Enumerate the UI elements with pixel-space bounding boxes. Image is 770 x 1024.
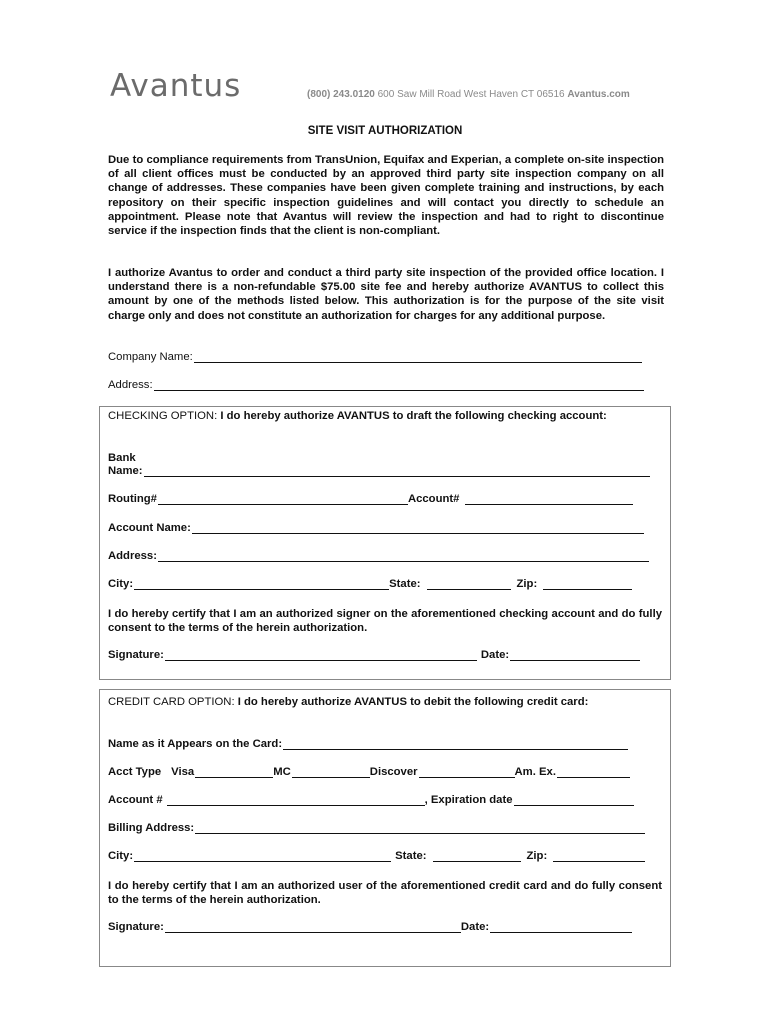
- amex-label: Am. Ex.: [514, 766, 556, 778]
- compliance-paragraph: Due to compliance requirements from TransUnion, Equifax and Experian, a complete on-site inspection of all client offices must be conducted by an approved third party site inspection company on all change of addresses. These companies have been given complete training and instructions, by each repository on their specific inspection guidelines and will contact you directly to schedule an appointment. Please note that Avantus will review the inspection and had to right to discontinue service if the inspection finds that the client is non-compliant.: [108, 154, 664, 238]
- account-name-label: Account Name:: [108, 522, 191, 534]
- credit-state-label: State:: [395, 850, 427, 862]
- acct-type-label: Acct Type: [108, 766, 162, 778]
- checking-state-label: State:: [389, 578, 421, 590]
- bank-label-top: Bank: [108, 452, 136, 464]
- card-name-field[interactable]: [283, 737, 628, 750]
- checking-statement: I do hereby authorize AVANTUS to draft the following checking account:: [220, 410, 607, 422]
- company-name-row: [108, 350, 642, 363]
- credit-header: [108, 695, 638, 709]
- checking-address-label: Address:: [108, 550, 157, 562]
- authorization-paragraph: I authorize Avantus to order and conduct a third party site inspection of the provided office location. I understand there is a non-refundable $75.00 site fee and hereby authorize AVANTUS to collect this amount by one of the methods listed below. This authorization is for the purpose of the site visit charge only and does not constitute an authorization for charges for any additional purpose.: [108, 267, 664, 322]
- phone-number: (800) 243.0120: [307, 89, 375, 100]
- visa-field[interactable]: [195, 765, 273, 778]
- card-account-field[interactable]: [167, 793, 425, 806]
- company-name-field[interactable]: [194, 350, 642, 363]
- credit-city-row: [108, 849, 645, 862]
- card-name-label: Name as it Appears on the Card:: [108, 738, 283, 750]
- account-name-row: [108, 521, 644, 534]
- checking-signature-field[interactable]: [165, 648, 477, 661]
- credit-signature-label: Signature:: [108, 921, 164, 933]
- amex-field[interactable]: [557, 765, 630, 778]
- routing-row: [108, 492, 633, 505]
- account-number-field[interactable]: [465, 492, 633, 505]
- account-number-label: Account#: [407, 493, 460, 505]
- company-name-label: Company Name:: [108, 351, 193, 363]
- checking-date-field[interactable]: [510, 648, 640, 661]
- page-title: SITE VISIT AUTHORIZATION: [307, 125, 463, 137]
- card-name-row: [108, 737, 628, 750]
- credit-option-label: CREDIT CARD OPTION:: [108, 696, 235, 708]
- checking-signature-label: Signature:: [108, 649, 164, 661]
- credit-date-field[interactable]: [490, 920, 632, 933]
- acct-type-row: [108, 765, 630, 778]
- checking-signature-row: [108, 648, 640, 661]
- routing-field[interactable]: [158, 492, 408, 505]
- mc-field[interactable]: [292, 765, 370, 778]
- expiration-field[interactable]: [514, 793, 634, 806]
- checking-certification: I do hereby certify that I am an authorized signer on the aforementioned checking account and do fully consent to the terms of the herein authorization.: [108, 608, 662, 635]
- credit-statement: I do hereby authorize AVANTUS to debit the following credit card:: [237, 696, 589, 708]
- credit-city-label: City:: [108, 850, 134, 862]
- checking-city-label: City:: [108, 578, 134, 590]
- billing-address-label: Billing Address:: [108, 822, 195, 834]
- avantus-logo: Avantus: [110, 68, 242, 104]
- expiration-label: , Expiration date: [424, 794, 513, 806]
- checking-option-label: CHECKING OPTION:: [108, 410, 218, 422]
- routing-label: Routing#: [108, 493, 157, 505]
- card-account-label: Account #: [108, 794, 163, 806]
- credit-date-label: Date:: [460, 921, 490, 933]
- checking-date-label: Date:: [480, 649, 510, 661]
- checking-option-box: [99, 406, 671, 680]
- checking-zip-label: Zip:: [516, 578, 538, 590]
- bank-name-row: [108, 464, 650, 477]
- credit-city-field[interactable]: [134, 849, 391, 862]
- company-address-row: [108, 378, 644, 391]
- credit-state-field[interactable]: [433, 849, 521, 862]
- checking-city-field[interactable]: [134, 577, 389, 590]
- mc-label: MC: [273, 766, 291, 778]
- website: Avantus.com: [567, 89, 630, 100]
- account-name-field[interactable]: [192, 521, 644, 534]
- credit-signature-field[interactable]: [165, 920, 461, 933]
- billing-address-row: [108, 821, 645, 834]
- checking-city-row: [108, 577, 632, 590]
- credit-certification: I do hereby certify that I am an authorized user of the aforementioned credit card and do fully consent to the terms of the herein authorization.: [108, 880, 662, 907]
- credit-zip-field[interactable]: [553, 849, 645, 862]
- credit-signature-row: [108, 920, 632, 933]
- checking-zip-field[interactable]: [543, 577, 632, 590]
- discover-field[interactable]: [419, 765, 515, 778]
- visa-label: Visa: [171, 766, 195, 778]
- billing-address-field[interactable]: [195, 821, 645, 834]
- company-address-label: Address:: [108, 379, 153, 391]
- bank-name-field[interactable]: [144, 464, 650, 477]
- company-address-field[interactable]: [154, 378, 644, 391]
- contact-line: [307, 89, 630, 100]
- checking-header: [108, 409, 662, 423]
- checking-address-field[interactable]: [158, 549, 649, 562]
- street-address: 600 Saw Mill Road West Haven CT 06516: [377, 89, 565, 100]
- checking-address-row: [108, 549, 649, 562]
- bank-name-label: Name:: [108, 465, 143, 477]
- discover-label: Discover: [369, 766, 418, 778]
- card-account-row: [108, 793, 634, 806]
- credit-zip-label: Zip:: [526, 850, 548, 862]
- checking-state-field[interactable]: [427, 577, 511, 590]
